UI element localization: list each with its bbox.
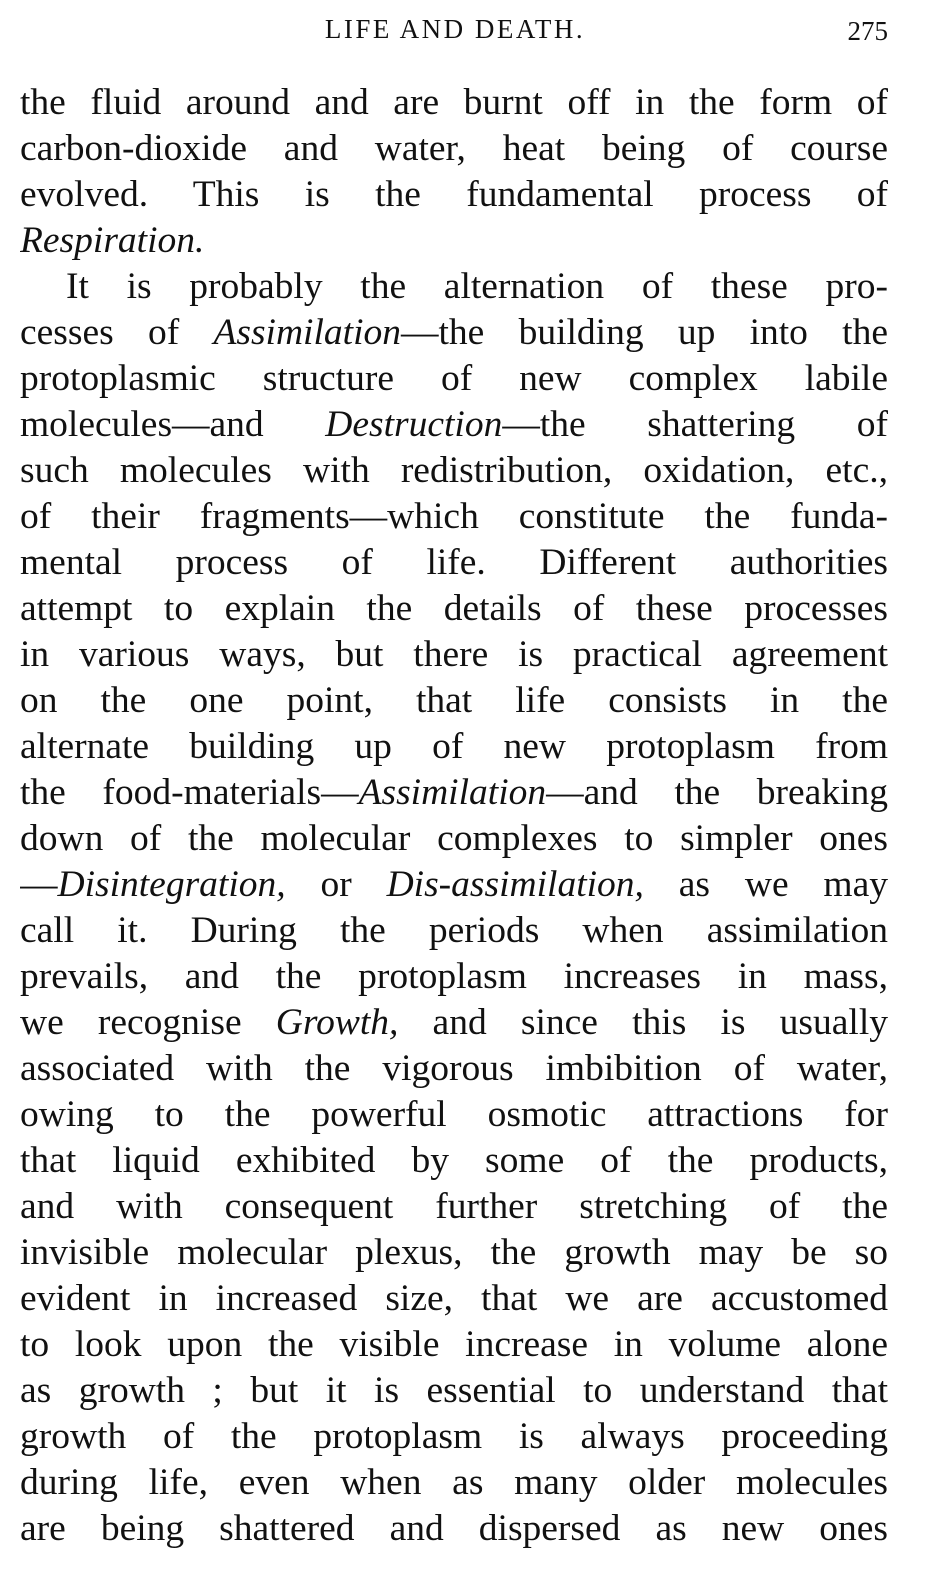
text-line: that liquid exhibited by some of the products, <box>20 1140 888 1181</box>
chapter-title: LIFE AND DEATH. <box>324 14 586 44</box>
text-line: in various ways, but there is practical agreement <box>20 634 888 675</box>
text-line: cesses of Assimilation—the building up into the <box>20 312 888 353</box>
italic-term: Assimilation <box>213 312 401 353</box>
text-line: to look upon the visible increase in volume alone <box>20 1324 888 1365</box>
text-line: protoplasmic structure of new complex labile <box>20 358 888 399</box>
text-line: growth of the protoplasm is always proceeding <box>20 1416 888 1457</box>
text-line: on the one point, that life consists in the <box>20 680 888 721</box>
text-line <box>20 218 888 264</box>
text-line: the fluid around and are burnt off in the form of <box>20 82 888 123</box>
italic-term: Growth, <box>275 1002 399 1043</box>
text-line: down of the molecular complexes to simpler ones <box>20 818 888 859</box>
text-line: associated with the vigorous imbibition of water, <box>20 1048 888 1089</box>
text-line: mental process of life. Different authorities <box>20 542 888 583</box>
text-line: invisible molecular plexus, the growth may be so <box>20 1232 888 1273</box>
text-line: carbon-dioxide and water, heat being of course <box>20 128 888 169</box>
text-line: owing to the powerful osmotic attractions for <box>20 1094 888 1135</box>
text-line: It is probably the alternation of these pro- <box>66 266 888 307</box>
text-line: alternate building up of new protoplasm from <box>20 726 888 767</box>
italic-term: Disintegration, <box>57 864 286 905</box>
page-number: 275 <box>847 16 888 46</box>
text-line: such molecules with redistribution, oxidation, etc., <box>20 450 888 491</box>
text-line: as growth ; but it is essential to understand that <box>20 1370 888 1411</box>
text-line: are being shattered and dispersed as new ones <box>20 1508 888 1549</box>
italic-term: Destruction <box>325 404 503 445</box>
italic-term: Respiration. <box>20 220 205 261</box>
text-line: of their fragments—which constitute the funda- <box>20 496 888 537</box>
text-line: evident in increased size, that we are accustomed <box>20 1278 888 1319</box>
text-line: and with consequent further stretching of the <box>20 1186 888 1227</box>
text-line: call it. During the periods when assimilation <box>20 910 888 951</box>
italic-term: Dis-assimilation, <box>386 864 644 905</box>
text-line: during life, even when as many older molecules <box>20 1462 888 1503</box>
text-line: prevails, and the protoplasm increases in mass, <box>20 956 888 997</box>
running-head <box>20 14 890 54</box>
text-line: we recognise Growth, and since this is usually <box>20 1002 888 1043</box>
text-line: evolved. This is the fundamental process of <box>20 174 888 215</box>
body-text <box>20 80 888 1552</box>
text-line: attempt to explain the details of these processes <box>20 588 888 629</box>
italic-term: Assimilation <box>358 772 547 813</box>
text-line: —Disintegration, or Dis-assimilation, as we may <box>20 864 888 905</box>
text-line: the food-materials—Assimilation—and the breaking <box>20 772 888 813</box>
text-line: molecules—and Destruction—the shattering of <box>20 404 888 445</box>
